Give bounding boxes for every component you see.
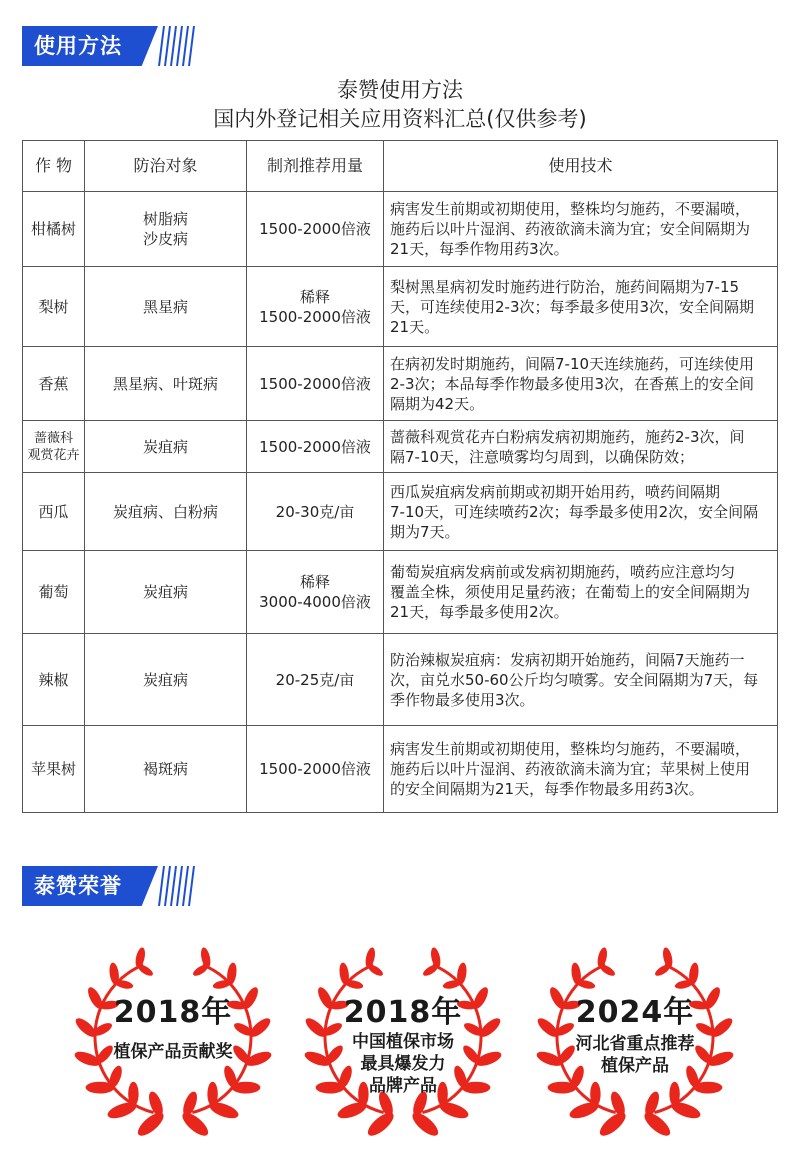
section-header-label: 使用方法 xyxy=(34,34,122,58)
section-header-honors xyxy=(22,866,202,906)
award-text: 植保产品贡献奖 xyxy=(113,1042,233,1062)
table-row xyxy=(23,473,778,551)
award-year: 2024年 xyxy=(575,995,695,1030)
cell-target: 黑星病、叶斑病 xyxy=(85,347,247,421)
table-row xyxy=(23,267,778,347)
stripes-decoration-icon xyxy=(158,866,202,906)
award-text: 植保产品 xyxy=(601,1056,669,1076)
section-header-usage xyxy=(22,26,202,66)
award-text: 品牌产品 xyxy=(369,1076,437,1096)
cell-dose: 20-25克/亩 xyxy=(247,634,384,726)
cell-dose: 1500-2000倍液 xyxy=(247,726,384,813)
award-badge xyxy=(288,945,518,1145)
cell-target: 炭疽病 xyxy=(85,634,247,726)
cell-crop: 蔷薇科 观赏花卉 xyxy=(23,421,85,473)
header-tech: 使用技术 xyxy=(384,141,778,192)
cell-target: 黑星病 xyxy=(85,267,247,347)
section-header-label: 泰赞荣誉 xyxy=(34,874,122,898)
cell-target: 炭疽病、白粉病 xyxy=(85,473,247,551)
cell-dose: 1500-2000倍液 xyxy=(247,421,384,473)
cell-tech: 在病初发时期施药，间隔7-10天连续施药，可连续使用 2-3次；本品每季作物最多使用3次，在香蕉上的安全间 隔期为42天。 xyxy=(384,347,778,421)
cell-crop: 葡萄 xyxy=(23,551,85,634)
award-text: 河北省重点推荐 xyxy=(575,1034,695,1054)
cell-crop: 苹果树 xyxy=(23,726,85,813)
cell-crop: 柑橘树 xyxy=(23,192,85,267)
cell-tech: 梨树黑星病初发时施药进行防治，施药间隔期为7-15 天，可连续使用2-3次；每季最多使用3次，安全间隔期 21天。 xyxy=(384,267,778,347)
cell-tech: 病害发生前期或初期使用，整株均匀施药，不要漏喷， 施药后以叶片湿润、药液欲滴未滴为宜；苹果树上使用 的安全间隔期为21天，每季作物最多用药3次。 xyxy=(384,726,778,813)
cell-crop: 辣椒 xyxy=(23,634,85,726)
table-row xyxy=(23,347,778,421)
cell-tech: 蔷薇科观赏花卉白粉病发病初期施药，施药2-3次，间 隔7-10天，注意喷雾均匀周到，以确保防效； xyxy=(384,421,778,473)
cell-target: 炭疽病 xyxy=(85,551,247,634)
table-row xyxy=(23,192,778,267)
cell-target: 炭疽病 xyxy=(85,421,247,473)
cell-crop: 香蕉 xyxy=(23,347,85,421)
stripes-decoration-icon xyxy=(158,26,202,66)
usage-table xyxy=(22,140,778,813)
award-text: 最具爆发力 xyxy=(360,1054,446,1074)
header-target: 防治对象 xyxy=(85,141,247,192)
cell-crop: 梨树 xyxy=(23,267,85,347)
cell-dose: 1500-2000倍液 xyxy=(247,347,384,421)
header-crop: 作 物 xyxy=(23,141,85,192)
award-badge xyxy=(520,945,750,1145)
cell-tech: 葡萄炭疽病发病前或发病初期施药，喷药应注意均匀 覆盖全株，须使用足量药液；在葡萄上的安全间隔期为 21天，每季最多使用2次。 xyxy=(384,551,778,634)
cell-crop: 西瓜 xyxy=(23,473,85,551)
award-year: 2018年 xyxy=(343,995,463,1030)
cell-target: 树脂病 沙皮病 xyxy=(85,192,247,267)
table-header-row xyxy=(23,141,778,192)
table-row xyxy=(23,421,778,473)
cell-dose: 稀释 1500-2000倍液 xyxy=(247,267,384,347)
cell-tech: 病害发生前期或初期使用，整株均匀施药，不要漏喷， 施药后以叶片湿润、药液欲滴未滴为宜；安全间隔期为 21天，每季作物用药3次。 xyxy=(384,192,778,267)
cell-dose: 1500-2000倍液 xyxy=(247,192,384,267)
cell-tech: 西瓜炭疽病发病前期或初期开始用药，喷药间隔期 7-10天，可连续喷药2次；每季最多使用2次，安全间隔 期为7天。 xyxy=(384,473,778,551)
cell-dose: 20-30克/亩 xyxy=(247,473,384,551)
cell-tech: 防治辣椒炭疽病：发病初期开始施药，间隔7天施药一 次，亩兑水50-60公斤均匀喷雾。安全间隔期为7天，每 季作物最多使用3次。 xyxy=(384,634,778,726)
doc-title-line1: 泰赞使用方法 xyxy=(337,78,463,102)
award-badge xyxy=(58,945,288,1145)
table-row xyxy=(23,726,778,813)
table-row xyxy=(23,551,778,634)
doc-title-line2: 国内外登记相关应用资料汇总(仅供参考) xyxy=(213,107,587,131)
award-year: 2018年 xyxy=(113,995,233,1030)
cell-target: 褐斑病 xyxy=(85,726,247,813)
header-dose: 制剂推荐用量 xyxy=(247,141,384,192)
award-text: 中国植保市场 xyxy=(352,1032,454,1052)
cell-dose: 稀释 3000-4000倍液 xyxy=(247,551,384,634)
table-row xyxy=(23,634,778,726)
